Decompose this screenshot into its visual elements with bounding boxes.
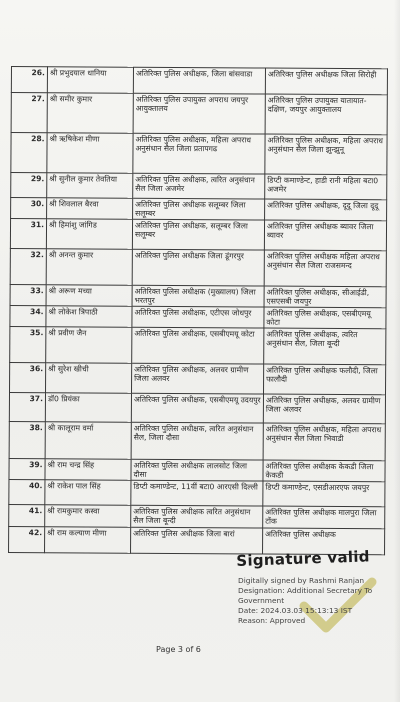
officer-name: श्री हिमांशु जांगिड [46, 219, 132, 250]
new-posting: अतिरिक्त पुलिस अधीक्षक [263, 528, 385, 555]
table-row [11, 198, 387, 221]
current-posting: अतिरिक्त पुलिस अधीक्षक, एसबीएमयू उदयपुर [131, 393, 263, 423]
current-posting: अतिरिक्त पुलिस अधीक्षक, एटीएस जोधपुर [132, 306, 264, 328]
new-posting: अतिरिक्त पुलिस अधीक्षक, महिला अपराध अनुसंधान सैल जिला झुन्झुनू [265, 134, 387, 175]
table-row [10, 305, 386, 328]
serial-number: 41. [9, 504, 45, 526]
officer-name: श्री ऋषिकेश मीणा [47, 133, 133, 174]
officer-name: श्री समीर कुमार [47, 93, 133, 134]
signature-reason: Reason: Approved [238, 616, 306, 625]
current-posting: अतिरिक्त पुलिस अधीक्षक, सलूम्बर जिला सलूम्बर [132, 219, 264, 250]
officer-name: श्री राम कल्याण मीणा [45, 527, 131, 554]
officer-name: श्री कालूराम वर्मा [45, 422, 131, 460]
new-posting: डिप्टी कमाण्डेन्ट, एसडीआरएफ जयपुर [263, 481, 385, 507]
signature-organization: Government [238, 596, 285, 605]
signature-date: Date: 2024.03.03 15:13:13 IST [238, 606, 353, 615]
officer-name: श्री लोकेश त्रिपाठी [46, 306, 132, 328]
new-posting: अतिरिक्त पुलिस अधीक्षक ब्यावर जिला ब्यावर [264, 220, 386, 251]
current-posting: अतिरिक्त पुलिस उपायुक्त अपराध जयपुर आयुक्तालय [133, 93, 265, 134]
officer-name: श्री प्रवीण जैन [46, 327, 132, 364]
table-row [10, 362, 386, 394]
officer-name: श्री राकेश पाल सिंह [45, 480, 131, 506]
serial-number: 28. [11, 133, 47, 173]
serial-number: 39. [9, 458, 45, 479]
officer-name: श्री प्रभुदयाल धानिया [47, 67, 133, 94]
serial-number: 37. [9, 392, 45, 421]
table-row [10, 248, 386, 286]
current-posting: अतिरिक्त पुलिस अधीक्षक (मुख्यालय) जिला भरतपुर [132, 285, 264, 307]
officer-name: श्री सुरेश खीची [46, 363, 132, 394]
table-row [9, 504, 385, 528]
new-posting: अतिरिक्त पुलिस अधीक्षक, महिला अपराध अनुसंधान सैल जिला भिवाडी [263, 423, 385, 461]
current-posting: अतिरिक्त पुलिस अधीक्षक, जिला बांसवाडा [133, 67, 265, 94]
serial-number: 35. [10, 326, 46, 362]
serial-number: 30. [11, 198, 47, 219]
new-posting: अतिरिक्त पुलिस अधीक्षक, त्वरित अनुसंधान सैल, जिला बून्दी [264, 328, 386, 365]
new-posting: डिप्टी कमाण्डेन्ट, हाडी रानी महिला बटा0 अजमेर [265, 174, 387, 200]
new-posting: अतिरिक्त पुलिस उपायुक्त यातायात-दक्षिण, जयपुर आयुक्तालय [265, 94, 387, 135]
officer-name: श्री अनन्त कुमार [46, 249, 132, 286]
current-posting: अतिरिक्त पुलिस अधीक्षक सलूम्बर जिला सलूम्बर [133, 198, 265, 220]
serial-number: 40. [9, 479, 45, 504]
serial-number: 27. [11, 93, 47, 133]
serial-number: 33. [10, 284, 46, 305]
current-posting: अतिरिक्त पुलिस अधीक्षक लालसोट जिला दौसा [131, 459, 263, 481]
serial-number: 34. [10, 305, 46, 326]
current-posting: अतिरिक्त पुलिस अधीक्षक, अलवर ग्रामीण जिला अलवर [132, 363, 264, 394]
serial-number: 36. [10, 362, 46, 392]
table-row [10, 219, 386, 251]
serial-number: 31. [10, 219, 46, 249]
new-posting: अतिरिक्त पुलिस अधीक्षक केकडी जिला केकडी [263, 460, 385, 482]
officer-name: डॉ0 प्रियंका [45, 393, 131, 423]
table-row [11, 133, 387, 175]
serial-number: 26. [11, 67, 47, 93]
transfer-table-body [9, 67, 388, 555]
new-posting: अतिरिक्त पुलिस अधीक्षक मालपुरा जिला टोंक [263, 506, 385, 529]
signature-designation: Designation: Additional Secretary To [238, 586, 373, 595]
page-number: Page 3 of 6 [156, 645, 201, 654]
new-posting: अतिरिक्त पुलिस अधीक्षक, सीआईडी, एसएसबी जयपुर [264, 286, 386, 308]
new-posting: अतिरिक्त पुलिस अधीक्षक महिला अपराध अनुसंधान सैल जिला राजसमन्द [264, 250, 386, 287]
table-row [9, 479, 385, 506]
new-posting: अतिरिक्त पुलिस अधीक्षक फलौदी, जिला फालौदी [264, 364, 386, 395]
current-posting: अतिरिक्त पुलिस अधीक्षक जिला डूंगरपुर [132, 249, 264, 286]
table-row [11, 93, 387, 135]
current-posting: अतिरिक्त पुलिस अधीक्षक, त्वरित अनुसंधान सैल, जिला दौसा [131, 422, 263, 460]
officer-name: श्री शिवलाल बैरवा [47, 198, 133, 220]
signature-status: Signature valid [236, 547, 371, 570]
officer-name: श्री राम चन्द्र सिंह [45, 459, 131, 481]
serial-number: 32. [10, 248, 46, 284]
transfer-table [8, 66, 388, 555]
table-row [10, 284, 386, 307]
signature-signer: Digitally signed by Rashmi Ranjan [238, 576, 365, 585]
serial-number: 42. [9, 526, 45, 552]
officer-name: श्री अरूण मच्या [46, 285, 132, 307]
table-row [11, 67, 387, 95]
officer-name: श्री रामकुमार कस्वा [45, 505, 131, 528]
new-posting: अतिरिक्त पुलिस अधीक्षक, दूदू जिला दूदू [265, 199, 387, 221]
current-posting: अतिरिक्त पुलिस अधीक्षक, महिला अपराध अनुसंधान सैल जिला प्रतापगढ [133, 133, 265, 174]
table-row [11, 173, 387, 200]
serial-number: 29. [11, 173, 47, 198]
table-row [9, 392, 385, 423]
table-row [9, 458, 385, 481]
current-posting: डिप्टी कमाण्डेन्ट, 11वीं बटा0 आरएसी दिल्ली [131, 480, 263, 506]
table-row [9, 421, 385, 460]
current-posting: अतिरिक्त पुलिस अधीक्षक, त्वरित अनुसंधान सैल जिला अजमेर [133, 173, 265, 199]
serial-number: 38. [9, 421, 45, 458]
new-posting: अतिरिक्त पुलिस अधीक्षक, एसबीएमयू कोटा [264, 307, 386, 329]
new-posting: अतिरिक्त पुलिस अधीक्षक, अलवर ग्रामीण जिला अलवर [263, 394, 385, 424]
digital-signature-stamp [236, 547, 396, 662]
current-posting: अतिरिक्त पुलिस अधीक्षक जिला बारां [131, 527, 263, 554]
current-posting: अतिरिक्त पुलिस अधीक्षक त्वरित अनुसंधान सैल जिला बून्दी [131, 505, 263, 528]
new-posting: अतिरिक्त पुलिस अधीक्षक जिला सिरोही [265, 68, 387, 95]
page-edge-shadow [394, 0, 400, 702]
table-row [10, 326, 386, 364]
current-posting: अतिरिक्त पुलिस अधीक्षक, एसबीएमयू कोटा [132, 327, 264, 364]
officer-name: श्री सुनील कुमार तेवतिया [47, 173, 133, 199]
